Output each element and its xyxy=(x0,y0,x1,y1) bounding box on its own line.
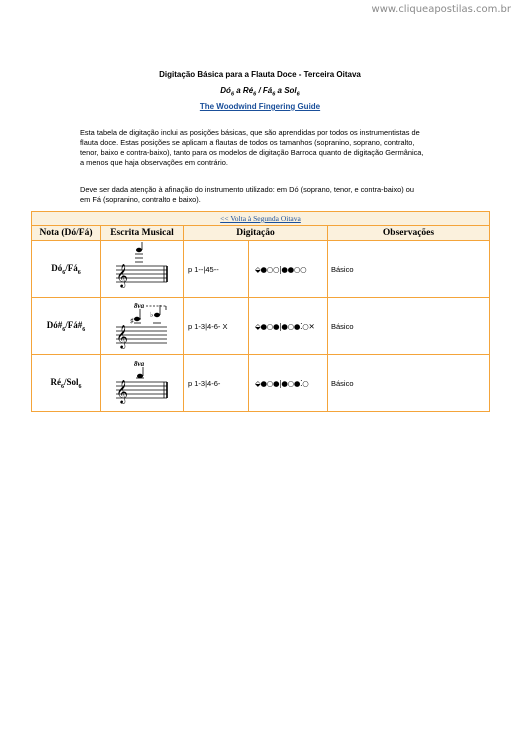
subtitle-re: Ré xyxy=(242,86,254,95)
table-header-row xyxy=(32,226,489,240)
note-secondary: Fá# xyxy=(67,319,83,330)
table-row xyxy=(32,241,489,297)
treble-clef-icon: 𝄞 xyxy=(116,262,128,287)
fingering-text: p 1-3|4-6- X xyxy=(184,298,248,354)
intro-paragraph: Esta tabela de digitação inclui as posições básicas, que são aprendidas por todos os instrumentistas de flauta doce. Estas posições se aplicam a flautas de todos os tamanhos (sopranino, soprano, contralto, tenor, baixo e contra-baixo), tanto para os modelos de digitação Barroca quanto de digitação Germânica, a menos que haja observações em contrário. xyxy=(80,128,424,167)
note-primary: Dó# xyxy=(46,319,63,330)
note-name xyxy=(32,241,100,297)
note-head xyxy=(136,247,142,251)
staff-image xyxy=(112,299,172,349)
subtitle-do-octave: 6 xyxy=(230,91,235,98)
observation: Básico xyxy=(328,241,489,297)
table-row xyxy=(32,298,489,354)
subtitle-slash: / xyxy=(256,86,263,95)
music-notation xyxy=(101,241,183,297)
note-primary: Ré xyxy=(50,376,61,387)
back-link-cell xyxy=(32,212,489,225)
flat-icon: ♭ xyxy=(150,310,154,319)
fingering-text: p 1-3|4-6- xyxy=(184,355,248,411)
observation: Básico xyxy=(328,298,489,354)
back-link-row xyxy=(32,212,489,225)
ottava-mark: 8va xyxy=(134,301,145,310)
note-separator: / xyxy=(65,262,68,273)
note-head xyxy=(154,312,160,316)
staff-image xyxy=(112,242,172,292)
music-notation xyxy=(101,298,183,354)
note-secondary-octave: 6 xyxy=(78,383,82,390)
note-secondary-octave: 6 xyxy=(82,326,86,333)
note-secondary: Sol xyxy=(66,376,79,387)
note-primary-octave: 6 xyxy=(62,326,66,333)
back-to-second-octave-link[interactable]: << Volta à Segunda Oitava xyxy=(220,214,301,223)
note-secondary-octave: 6 xyxy=(77,269,81,276)
site-watermark: www.cliqueapostilas.com.br xyxy=(371,4,511,15)
treble-clef-icon: 𝄞 xyxy=(116,378,128,403)
fingering-diagram: ⬙●○●|●○●⁚○ xyxy=(249,355,327,411)
treble-clef-icon: 𝄞 xyxy=(116,323,128,348)
subtitle-fa-octave: 6 xyxy=(272,91,276,98)
table-row xyxy=(32,355,489,411)
subtitle-sol: Sol xyxy=(284,86,297,95)
note-name xyxy=(32,298,100,354)
subtitle-fa: Fá xyxy=(262,86,273,95)
note-separator: / xyxy=(63,376,67,387)
note-secondary: Fá xyxy=(67,262,78,273)
header-observations: Observações xyxy=(328,226,489,240)
fingering-diagram: ⬙●○●|●○●⁚○✕ xyxy=(249,298,327,354)
fingering-text: p 1--|45-- xyxy=(184,241,248,297)
page-title: Digitação Básica para a Flauta Doce - Terceira Oitava xyxy=(159,70,361,79)
observation: Básico xyxy=(328,355,489,411)
header-notation: Escrita Musical xyxy=(101,226,183,240)
note-primary: Dó xyxy=(51,262,63,273)
fingering-guide-link[interactable]: The Woodwind Fingering Guide xyxy=(199,102,321,111)
sharp-icon: ♯ xyxy=(130,316,134,325)
subtitle-connector: a xyxy=(275,86,285,95)
note-primary-octave: 6 xyxy=(60,383,64,390)
music-notation xyxy=(101,355,183,411)
fingering-diagram: ⬙●○○|●●○○ xyxy=(249,241,327,297)
note-separator: / xyxy=(65,319,68,330)
subtitle-re-octave: 6 xyxy=(253,91,257,98)
staff-image xyxy=(112,356,172,406)
page-subtitle xyxy=(0,86,520,98)
fingering-table xyxy=(31,211,490,412)
note-primary-octave: 6 xyxy=(62,269,66,276)
note-name xyxy=(32,355,100,411)
note-head xyxy=(137,373,143,377)
subtitle-do: Dó xyxy=(220,86,231,95)
subtitle-connector: a xyxy=(234,86,243,95)
ottava-mark: 8va xyxy=(134,359,145,368)
header-note: Nota (Dó/Fá) xyxy=(32,226,100,240)
header-fingering: Digitação xyxy=(184,226,327,240)
subtitle-sol-octave: 6 xyxy=(296,91,300,98)
note-head xyxy=(134,316,140,320)
tuning-paragraph: Deve ser dada atenção à afinação do instrumento utilizado: em Dó (soprano, tenor, e contra-baixo) ou em Fá (sopranino, contralto e baixo). xyxy=(80,185,415,204)
